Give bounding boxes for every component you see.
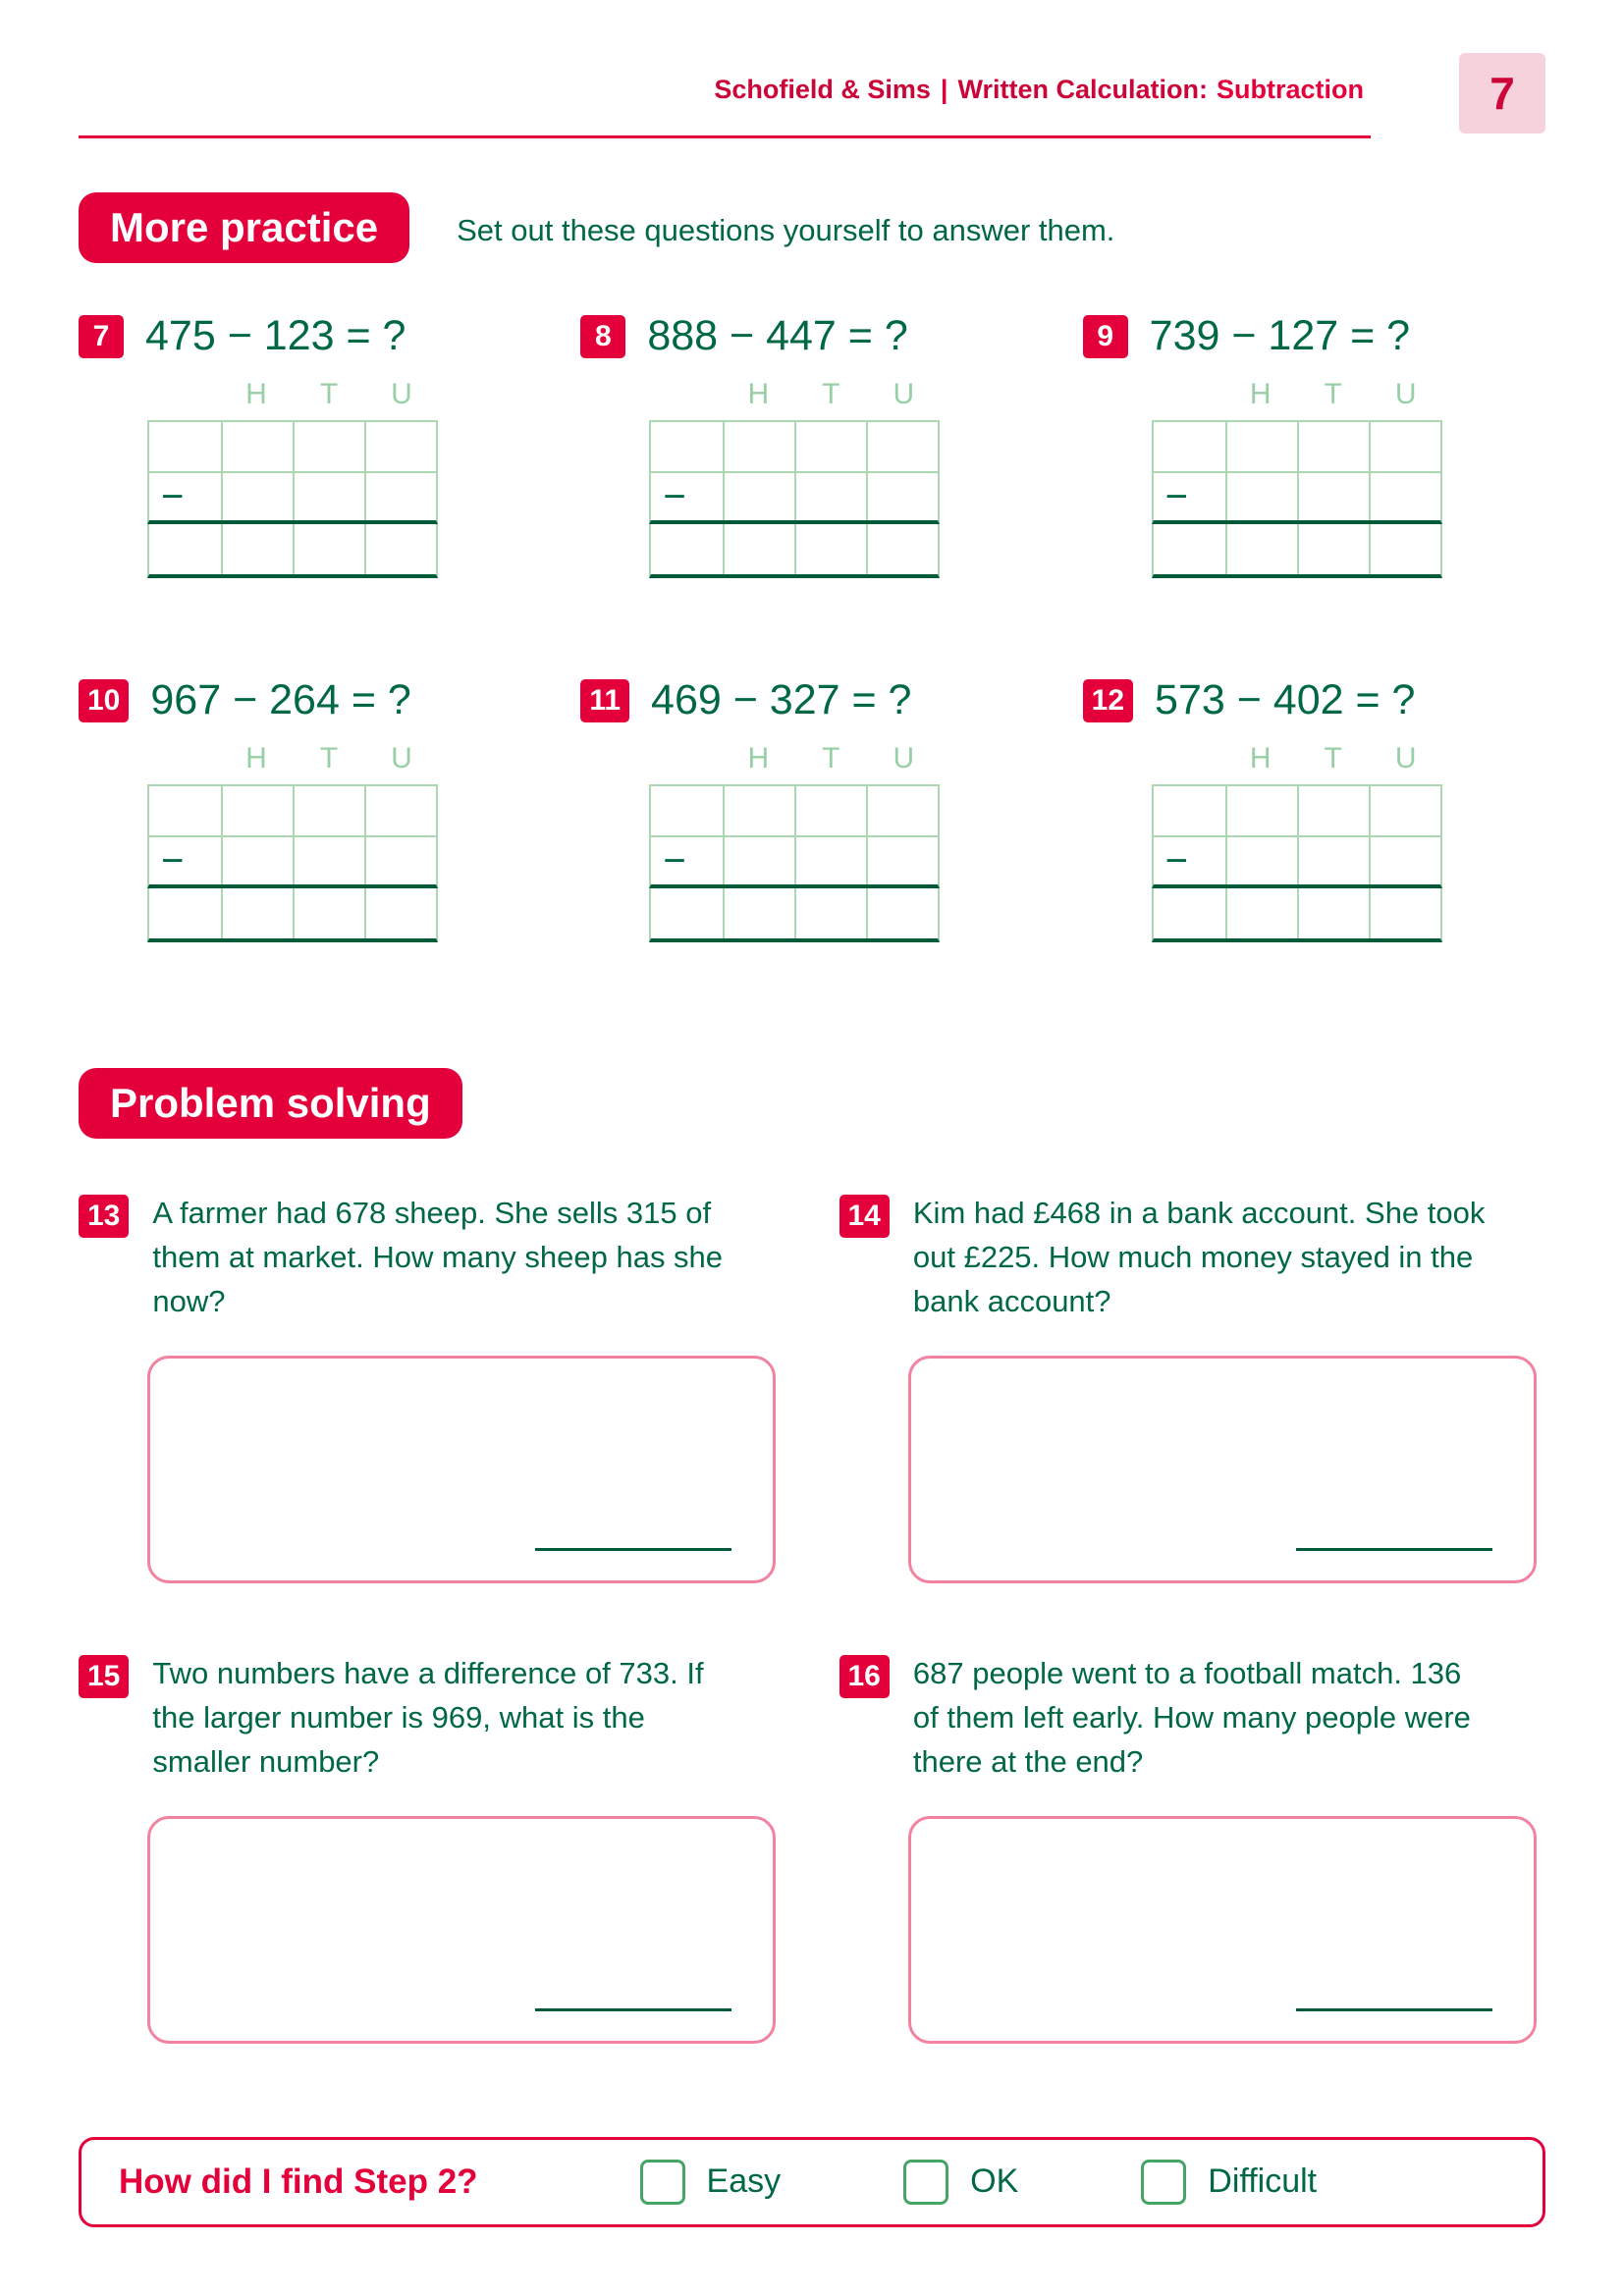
minuend-row xyxy=(651,422,938,471)
answer-line xyxy=(535,1548,731,1551)
practice-questions-grid xyxy=(79,312,1545,942)
question-text: 687 people went to a football match. 136 of them left early. How many people were there at the end? xyxy=(912,1655,1471,1779)
question-number-badge: 10 xyxy=(79,679,129,722)
grid-cell[interactable] xyxy=(794,888,866,938)
header-tens: T xyxy=(1324,378,1342,410)
grid-cell[interactable] xyxy=(1369,837,1440,884)
question-number-badge: 7 xyxy=(79,315,124,358)
grid-cell[interactable] xyxy=(1369,888,1440,938)
subtrahend-row xyxy=(1154,835,1440,884)
grid-cell[interactable] xyxy=(651,888,723,938)
answer-row xyxy=(1152,888,1442,942)
grid-cell[interactable] xyxy=(723,422,794,471)
grid-cell[interactable] xyxy=(723,524,794,574)
grid-cell[interactable] xyxy=(1154,888,1225,938)
grid-cell[interactable] xyxy=(364,524,436,574)
grid-cell[interactable] xyxy=(1297,524,1369,574)
assessment-options xyxy=(640,2160,1318,2205)
grid-cell[interactable] xyxy=(1297,786,1369,835)
more-practice-instruction: Set out these questions yourself to answer them. xyxy=(457,213,1115,247)
question-header xyxy=(839,1652,1546,1785)
grid-cell[interactable] xyxy=(1369,786,1440,835)
more-practice-header xyxy=(79,192,1545,263)
grid-cell[interactable] xyxy=(1154,524,1225,574)
htu-headers xyxy=(649,742,940,775)
grid-cell[interactable] xyxy=(221,422,293,471)
question-header xyxy=(79,1652,785,1785)
minuend-row xyxy=(1154,422,1440,471)
practice-question-12 xyxy=(1083,676,1545,942)
grid-cell[interactable] xyxy=(1225,786,1297,835)
header-title xyxy=(714,75,1364,105)
grid-cell[interactable] xyxy=(1225,473,1297,520)
header-units: U xyxy=(1394,378,1417,410)
grid-cell[interactable] xyxy=(1369,524,1440,574)
header-hundreds: H xyxy=(1249,378,1272,410)
header-tens: T xyxy=(1324,742,1342,774)
easy-checkbox[interactable] xyxy=(640,2160,685,2205)
question-text: Kim had £468 in a bank account. She took out £225. How much money stayed in the bank account? xyxy=(912,1196,1486,1318)
grid-cell[interactable] xyxy=(221,888,293,938)
htu-spacer xyxy=(1152,742,1224,775)
minus-sign: − xyxy=(1164,839,1189,882)
answer-row xyxy=(649,888,940,942)
work-grid xyxy=(649,742,940,942)
grid-cell[interactable] xyxy=(1154,422,1225,471)
practice-question-11 xyxy=(580,676,1043,942)
grid-cell[interactable] xyxy=(1297,473,1369,520)
header-units: U xyxy=(391,742,412,774)
grid-cell[interactable] xyxy=(794,473,866,520)
grid-cell[interactable] xyxy=(651,786,723,835)
minus-sign: − xyxy=(663,839,686,882)
header-hundreds: H xyxy=(747,378,770,410)
question-number-badge: 16 xyxy=(839,1655,890,1698)
grid-cell[interactable] xyxy=(723,786,794,835)
grid-cell[interactable] xyxy=(651,837,723,884)
grid-cell[interactable] xyxy=(723,837,794,884)
htu-spacer xyxy=(649,742,722,775)
grid-cell[interactable] xyxy=(723,473,794,520)
practice-question-7 xyxy=(79,312,541,578)
work-grid xyxy=(147,378,438,578)
grid-cell[interactable] xyxy=(149,837,221,884)
answer-box[interactable] xyxy=(908,1356,1537,1583)
question-header xyxy=(1083,312,1545,360)
grid-cell[interactable] xyxy=(794,837,866,884)
subtrahend-row xyxy=(651,471,938,520)
answer-box[interactable] xyxy=(147,1356,776,1583)
grid-cell[interactable] xyxy=(1154,837,1225,884)
htu-headers xyxy=(1152,378,1442,411)
subtrahend-row xyxy=(149,471,436,520)
answer-line xyxy=(1296,2008,1492,2011)
grid-cell[interactable] xyxy=(1154,786,1225,835)
grid-cell[interactable] xyxy=(866,888,938,938)
grid-cell[interactable] xyxy=(651,473,723,520)
more-practice-section xyxy=(79,192,1545,942)
answer-row xyxy=(649,524,940,578)
subtrahend-row xyxy=(1154,471,1440,520)
grid-cell[interactable] xyxy=(221,837,293,884)
page-header xyxy=(79,45,1545,155)
header-units: U xyxy=(1394,742,1417,774)
publisher-name: Schofield & Sims xyxy=(714,75,931,104)
htu-spacer xyxy=(649,378,722,411)
practice-question-9 xyxy=(1083,312,1545,578)
question-number-badge: 8 xyxy=(580,315,625,358)
minus-sign: − xyxy=(161,475,185,518)
header-hundreds: H xyxy=(1249,742,1272,774)
more-practice-badge: More practice xyxy=(79,192,409,263)
difficult-label: Difficult xyxy=(1208,2163,1318,2201)
grid-cell[interactable] xyxy=(866,837,938,884)
htu-headers xyxy=(147,742,438,775)
grid-cell[interactable] xyxy=(1297,888,1369,938)
grid-cell[interactable] xyxy=(149,524,221,574)
grid-cell[interactable] xyxy=(221,786,293,835)
assessment-question: How did I find Step 2? xyxy=(119,2162,478,2201)
minuend-row xyxy=(149,422,436,471)
page-number: 7 xyxy=(1459,53,1545,133)
question-number-badge: 14 xyxy=(839,1195,890,1238)
answer-line xyxy=(1296,1548,1492,1551)
problem-question-13 xyxy=(79,1192,785,1583)
grid-body xyxy=(1152,420,1442,524)
problem-solving-section xyxy=(79,1068,1545,2044)
grid-cell[interactable] xyxy=(651,422,723,471)
question-header xyxy=(79,1192,785,1324)
topic-name: Subtraction xyxy=(1216,75,1364,104)
htu-spacer xyxy=(147,742,220,775)
problem-question-16 xyxy=(839,1652,1546,2044)
grid-cell[interactable] xyxy=(1297,837,1369,884)
question-equation: 967 − 264 = ? xyxy=(150,676,411,723)
answer-box[interactable] xyxy=(908,1816,1537,2044)
grid-cell[interactable] xyxy=(149,786,221,835)
minus-sign: − xyxy=(1164,475,1189,518)
answer-row xyxy=(147,888,438,942)
question-text: Two numbers have a difference of 733. If the larger number is 969, what is the smaller number? xyxy=(152,1655,704,1779)
question-equation: 573 − 402 = ? xyxy=(1155,676,1416,723)
option-easy xyxy=(640,2160,782,2205)
header-tens: T xyxy=(822,742,840,774)
grid-cell[interactable] xyxy=(364,837,436,884)
question-header xyxy=(580,676,1043,724)
question-number-badge: 9 xyxy=(1083,315,1128,358)
question-number-badge: 12 xyxy=(1083,679,1133,722)
option-difficult xyxy=(1141,2160,1317,2205)
grid-cell[interactable] xyxy=(794,422,866,471)
difficult-checkbox[interactable] xyxy=(1141,2160,1186,2205)
grid-cell[interactable] xyxy=(293,837,364,884)
grid-cell[interactable] xyxy=(1297,422,1369,471)
header-tens: T xyxy=(319,742,339,774)
grid-cell[interactable] xyxy=(794,786,866,835)
minus-sign: − xyxy=(161,839,185,882)
header-rule xyxy=(79,135,1371,138)
grid-cell[interactable] xyxy=(1154,473,1225,520)
grid-cell[interactable] xyxy=(866,473,938,520)
work-grid xyxy=(1152,742,1442,942)
grid-cell[interactable] xyxy=(293,524,364,574)
htu-headers xyxy=(649,378,940,411)
answer-line xyxy=(535,2008,731,2011)
grid-cell[interactable] xyxy=(221,524,293,574)
header-tens: T xyxy=(319,378,339,410)
grid-cell[interactable] xyxy=(866,422,938,471)
answer-row xyxy=(147,524,438,578)
grid-cell[interactable] xyxy=(1225,837,1297,884)
header-units: U xyxy=(893,378,915,410)
header-hundreds: H xyxy=(245,378,267,410)
subtrahend-row xyxy=(149,835,436,884)
question-equation: 469 − 327 = ? xyxy=(651,676,912,723)
series-name: Written Calculation: xyxy=(957,75,1208,104)
minus-sign: − xyxy=(663,475,686,518)
practice-question-10 xyxy=(79,676,541,942)
grid-body xyxy=(147,784,438,888)
ok-label: OK xyxy=(970,2163,1019,2201)
grid-cell[interactable] xyxy=(364,422,436,471)
question-header xyxy=(79,312,541,360)
grid-cell[interactable] xyxy=(1225,524,1297,574)
question-number-badge: 13 xyxy=(79,1195,129,1238)
grid-body xyxy=(1152,784,1442,888)
minuend-row xyxy=(149,786,436,835)
ok-checkbox[interactable] xyxy=(903,2160,948,2205)
work-grid xyxy=(1152,378,1442,578)
option-ok xyxy=(903,2160,1018,2205)
question-equation: 888 − 447 = ? xyxy=(647,312,908,359)
problem-question-14 xyxy=(839,1192,1546,1583)
work-grid xyxy=(147,742,438,942)
grid-body xyxy=(147,420,438,524)
answer-row xyxy=(1152,524,1442,578)
minuend-row xyxy=(651,786,938,835)
header-hundreds: H xyxy=(245,742,267,774)
grid-cell[interactable] xyxy=(149,473,221,520)
question-header xyxy=(1083,676,1545,724)
grid-cell[interactable] xyxy=(723,888,794,938)
grid-cell[interactable] xyxy=(149,888,221,938)
grid-cell[interactable] xyxy=(1225,888,1297,938)
header-separator: | xyxy=(940,75,948,104)
grid-cell[interactable] xyxy=(293,888,364,938)
htu-spacer xyxy=(147,378,220,411)
answer-box[interactable] xyxy=(147,1816,776,2044)
grid-cell[interactable] xyxy=(1369,473,1440,520)
subtrahend-row xyxy=(651,835,938,884)
question-text: A farmer had 678 sheep. She sells 315 of them at market. How many sheep has she now? xyxy=(152,1196,724,1318)
grid-cell[interactable] xyxy=(293,786,364,835)
header-hundreds: H xyxy=(747,742,770,774)
question-header xyxy=(79,676,541,724)
grid-cell[interactable] xyxy=(364,473,436,520)
question-equation: 475 − 123 = ? xyxy=(145,312,406,359)
question-header xyxy=(839,1192,1546,1324)
grid-cell[interactable] xyxy=(794,524,866,574)
grid-cell[interactable] xyxy=(866,524,938,574)
minuend-row xyxy=(1154,786,1440,835)
work-grid xyxy=(649,378,940,578)
htu-headers xyxy=(1152,742,1442,775)
grid-cell[interactable] xyxy=(149,422,221,471)
grid-cell[interactable] xyxy=(1225,422,1297,471)
grid-cell[interactable] xyxy=(364,888,436,938)
practice-question-8 xyxy=(580,312,1043,578)
question-header xyxy=(580,312,1043,360)
header-units: U xyxy=(391,378,412,410)
grid-cell[interactable] xyxy=(1369,422,1440,471)
grid-cell[interactable] xyxy=(866,786,938,835)
header-units: U xyxy=(893,742,915,774)
grid-cell[interactable] xyxy=(293,422,364,471)
grid-cell[interactable] xyxy=(221,473,293,520)
self-assessment-bar xyxy=(79,2137,1545,2227)
easy-label: Easy xyxy=(706,2163,782,2201)
header-tens: T xyxy=(822,378,840,410)
htu-headers xyxy=(147,378,438,411)
grid-cell[interactable] xyxy=(364,786,436,835)
grid-body xyxy=(649,784,940,888)
grid-cell[interactable] xyxy=(651,524,723,574)
question-number-badge: 15 xyxy=(79,1655,129,1698)
problem-question-15 xyxy=(79,1652,785,2044)
grid-body xyxy=(649,420,940,524)
question-number-badge: 11 xyxy=(580,679,629,722)
question-equation: 739 − 127 = ? xyxy=(1149,312,1411,359)
htu-spacer xyxy=(1152,378,1224,411)
problem-solving-badge: Problem solving xyxy=(79,1068,462,1139)
problem-questions-grid xyxy=(79,1192,1545,2044)
grid-cell[interactable] xyxy=(293,473,364,520)
